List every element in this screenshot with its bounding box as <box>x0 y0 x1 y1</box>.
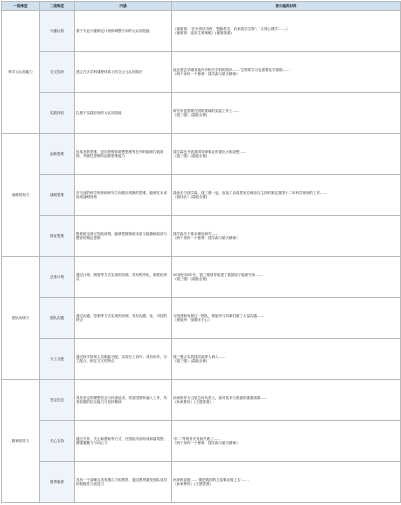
table-row <box>2 52 401 93</box>
table-row <box>2 93 401 134</box>
material-cell: 钱学森关于基本理论研究…… 《两个身份一个使命：钱学森与航天精神》 <box>172 216 401 257</box>
header-content: 内涵 <box>75 2 172 11</box>
content-cell: 通过计划、制度等方式实现的协调，具有程序化、制度化特点 <box>75 257 172 298</box>
level1-cell: 团队协调力 <box>2 257 40 380</box>
material-cell: 研究所更需要在国防领域的实践工作上…… 《钱三强》(葛能全著) <box>172 93 401 134</box>
level2-cell: 交叉知识 <box>40 52 75 93</box>
table-row <box>2 175 401 216</box>
table-row <box>2 11 401 52</box>
content-cell: 具有坚定的理想信念与执著追求，将爱国情怀融入工作，具有较强的抗压能力与坚持精神 <box>75 380 172 421</box>
table-row <box>2 257 401 298</box>
level1-cell: 科学元认知能力 <box>2 11 40 134</box>
table-row <box>2 298 401 339</box>
table-row <box>2 134 401 175</box>
level2-cell: 辩证思维 <box>40 216 75 257</box>
table-row <box>2 462 401 503</box>
table-row <box>2 421 401 462</box>
material-cell: 钱伟长与钱学森、钱三强一起，参加了由周恩来总理亲自主持的制定我国十二年科学规划的工作…… 《钱伟长》(葛能全著) <box>172 175 401 216</box>
table-row <box>2 380 401 421</box>
material-cell: 《童第周：‘在年青读书时，想搞哲学，后来改学生物’；‘又得心理学’……》 《童第周：追求生命奥秘》(童第周著) <box>172 11 401 52</box>
level1-cell: 战略规划力 <box>2 134 40 257</box>
level2-cell: 兴趣认知 <box>40 11 75 52</box>
header-level1: 一级维度 <box>2 2 40 11</box>
content-cell: 对当前的科学形势和研究方向做出判断的思维，能够在未来形成战略规划 <box>75 175 172 216</box>
level2-cell: 关心支持 <box>40 421 75 462</box>
document-page <box>0 1 401 505</box>
level2-cell: 分工互配 <box>40 339 75 380</box>
content-cell: 扎根于实践经验的元认知技能 <box>75 93 172 134</box>
header-level2: 二级维度 <box>40 2 75 11</box>
content-cell: 具有一个清晰且具有感召力的愿景，通过愿景激发团队成员的积极性与创造力 <box>75 462 172 503</box>
level2-cell: 实践体验 <box>40 93 75 134</box>
dimension-table <box>1 1 401 503</box>
material-cell: 孙家栋作为卫星总体负责人，面对技术与资源的重重困难…… 《孙家栋传》(王建蒙著) <box>172 380 401 421</box>
content-cell: 通过沟通、控制等方式实现的协调，具有沟通、化、可控的特点 <box>75 298 172 339</box>
table-row <box>2 339 401 380</box>
table-row <box>2 216 401 257</box>
content-cell: 建立在多学科课程体系上的交叉元认知知识 <box>75 52 172 93</box>
level1-cell: 精神领导力 <box>2 380 40 503</box>
content-cell: 通过关怀、关心和帮助等方式，在团队内部形成和谐氛围，增强凝聚力与向心力 <box>75 421 172 462</box>
level2-cell: 团队沟通 <box>40 298 75 339</box>
level2-cell: 总体计划 <box>40 257 75 298</box>
material-cell: ‘东二’等的首次发射失败了…… 《两个身份一个使命：钱学森与航天精神》 <box>172 421 401 462</box>
level2-cell: 愿景驱使 <box>40 462 75 503</box>
level2-cell: 创新思维 <box>40 134 75 175</box>
material-cell: 钱三强点名将钱学森等人调入…… 《钱三强》(葛能全著) <box>172 339 401 380</box>
content-cell: 基于专业兴趣制定计划和调整方向的元认知技能 <box>75 11 172 52</box>
material-cell: 钱学森在开创我国导弹事业时提出大胆设想…… 《钱三强》(葛能全著) <box>172 134 401 175</box>
material-cell: 20世纪50年代，钱三强领导组建了我国原子能研究所…… 《钱三强》(葛能全著) <box>172 257 401 298</box>
table-header-row <box>2 2 401 11</box>
content-cell: 包括发散思维、逆向思维和联想思维等在内的能够打破常规、突破性思维的创新思维能力 <box>75 134 172 175</box>
level2-cell: 战略思维 <box>40 175 75 216</box>
header-materials: 部分编码材料 <box>172 2 401 11</box>
material-cell: 为组建和发展这一团队，黄旭华与同事们做了大量沟通…… 《黄旭华：深潜赤子心》 <box>172 298 401 339</box>
material-cell: 他还需去学哪其他许多相关学科的知识……‘生物系学习也需要化学基础……’ 《两个身份一个使命：钱学森与航天精神》 <box>172 52 401 93</box>
content-cell: 既系统全面又细致深刻，能够把握系统本质又能兼顾局部与整体的辩证思维 <box>75 216 172 257</box>
content-cell: 通过科学规划人员职能分配，实现分工协作；具有协作、分工配合、相互交叉的特点 <box>75 339 172 380</box>
material-cell: 孙家栋说道……‘要把我国的卫星事业做上去’…… 《孙家栋传》(王建蒙著) <box>172 462 401 503</box>
level2-cell: 坚定信念 <box>40 380 75 421</box>
